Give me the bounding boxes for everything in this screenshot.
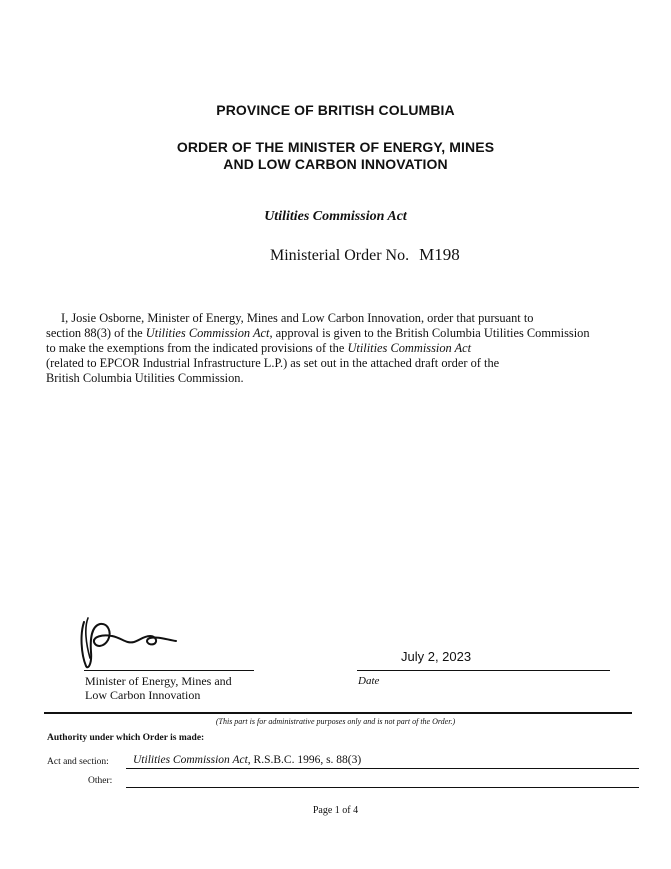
body-text: to make the exemptions from the indicated provisions of the [46,341,348,355]
signature-line [84,670,254,671]
body-line-1: I, Josie Osborne, Minister of Energy, Mines and Low Carbon Innovation, order that pursuant to [61,311,534,325]
body-act-ref: Utilities Commission Act [347,341,472,355]
order-title-line2: AND LOW CARBON INNOVATION [223,156,448,172]
body-act-ref: Utilities Commission Act, [145,326,273,340]
act-section-label: Act and section: [47,757,109,767]
body-text: approval is given to the British Columbia Utilities Commission [272,326,590,340]
act-section-act: Utilities Commission Act [133,754,248,766]
other-line [126,787,639,788]
minister-signature [78,614,188,674]
order-no-label: Ministerial Order No. [270,247,410,264]
act-section-line [126,768,639,769]
other-label: Other: [88,776,113,786]
minister-title-line1: Minister of Energy, Mines and [85,674,232,688]
body-line-4: (related to EPCOR Industrial Infrastructure L.P.) as set out in the attached draft order of the [46,356,500,370]
page-number: Page 1 of 4 [312,805,359,816]
body-line-3 [46,341,590,356]
body-line-2 [46,326,590,341]
order-title-line1: ORDER OF THE MINISTER OF ENERGY, MINES [176,139,495,155]
ministerial-order-number [270,245,460,265]
minister-title [85,674,232,702]
order-body [46,311,590,386]
admin-divider [44,712,632,714]
authority-label: Authority under which Order is made: [47,733,205,743]
body-text: section 88(3) of the [46,326,146,340]
province-title: PROVINCE OF BRITISH COLUMBIA [216,102,455,118]
date-label: Date [358,675,380,687]
act-section-ref: , R.S.B.C. 1996, s. 88(3) [247,754,362,766]
body-line-5: British Columbia Utilities Commission. [46,371,244,385]
date-value: July 2, 2023 [401,649,472,664]
date-line [357,670,610,671]
act-title: Utilities Commission Act [264,209,407,224]
admin-note: (This part is for administrative purposes only and is not part of the Order.) [215,717,456,726]
minister-title-line2: Low Carbon Innovation [85,688,201,702]
order-no-value: M198 [419,245,460,264]
act-section-value [133,754,361,766]
